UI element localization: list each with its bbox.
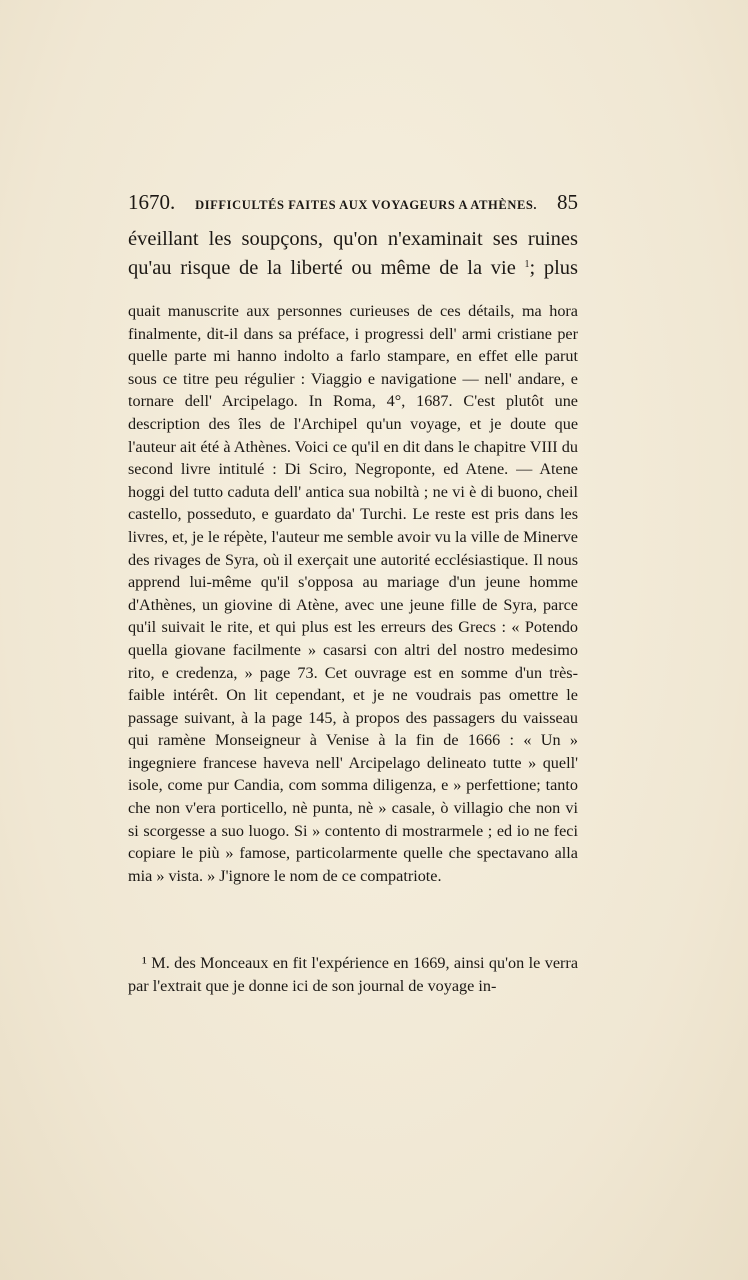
footnote-continuation-text: quait manuscrite aux personnes curieuses de ces détails, ma hora finalmente, dit-il dans sa préface, i progressi dell' armi cristiane per quelle parte mi hanno indolto a farlo stampare, en effet elle parut sous ce titre peu régulier : Viaggio e navigatione — nell' andare, e tornare dell' Arcipelago. In Roma, 4°, 1687. C'est plutôt une description des îles de l'Archipel qu'un voyage, et je doute que l'auteur ait été à Athènes. Voici ce qu'il en dit dans le chapitre VIII du second livre intitulé : Di Sciro, Negroponte, ed Atene. — Atene hoggi del tutto caduta dell' antica sua nobiltà ; ne vi è di buono, cheil castello, posseduto, e guardato da' Turchi. Le reste est pris dans les livres, et, je le répète, l'auteur me semble avoir vu la ville de Minerve des rivages de Syra, où il exerçait une autorité ecclésiastique. Il nous apprend lui-même qu'il s'opposa au mariage d'un jeune homme d'Athènes, un giovine di Atène, avec une jeune fille de Syra, parce qu'il suivait le rite, et qui plus est les erreurs des Grecs : « Potendo quella giovane facilmente » casarsi con altri del nostro medesimo rito, e credenza, » page 73. Cet ouvrage est en somme d'un très-faible intérêt. On lit cependant, et je ne voudrais pas omettre le passage suivant, à la page 145, à propos des passagers du vaisseau qui ramène Monseigneur à Venise à la fin de 1666 : « Un » ingegniere francese haveva nell' Arcipelago delineato tutte » quell' isole, come pur Candia, com somma diligenza, e » perfettione; tanto che non v'era porticello, nè punta, nè » casale, ò villagio che non vi si scorgesse a suo luogo. Si » contento di mostrarmele ; ed io ne feci copiare le più » famose, particolarmente quelle che spectavano alla mia » vista. » J'ignore le nom de ce compatriote. (128, 302, 578, 885)
body-text-line-2 (128, 257, 578, 280)
header-title: DIFFICULTÉS FAITES AUX VOYAGEURS A ATHÈNES. (195, 198, 538, 212)
footnote-1-text: M. des Monceaux en fit l'expérience en 1669, ainsi qu'on le verra par l'extrait que je donne ici de son journal de voyage in- (128, 954, 578, 995)
page-number: 85 (557, 190, 578, 214)
footnote-continuation (128, 300, 578, 887)
running-header (128, 190, 578, 220)
body-line2-end: ; plus (529, 257, 578, 279)
footnote-ref: 1 (524, 259, 530, 270)
body-line2-text: qu'au risque de la liberté ou même de la vie (128, 257, 516, 279)
footnote-1-marker: ¹ (142, 954, 147, 972)
footnote-1 (128, 952, 578, 997)
body-text-line-1: éveillant les soupçons, qu'on n'examinait ses ruines (128, 228, 578, 250)
header-year: 1670. (128, 190, 176, 214)
